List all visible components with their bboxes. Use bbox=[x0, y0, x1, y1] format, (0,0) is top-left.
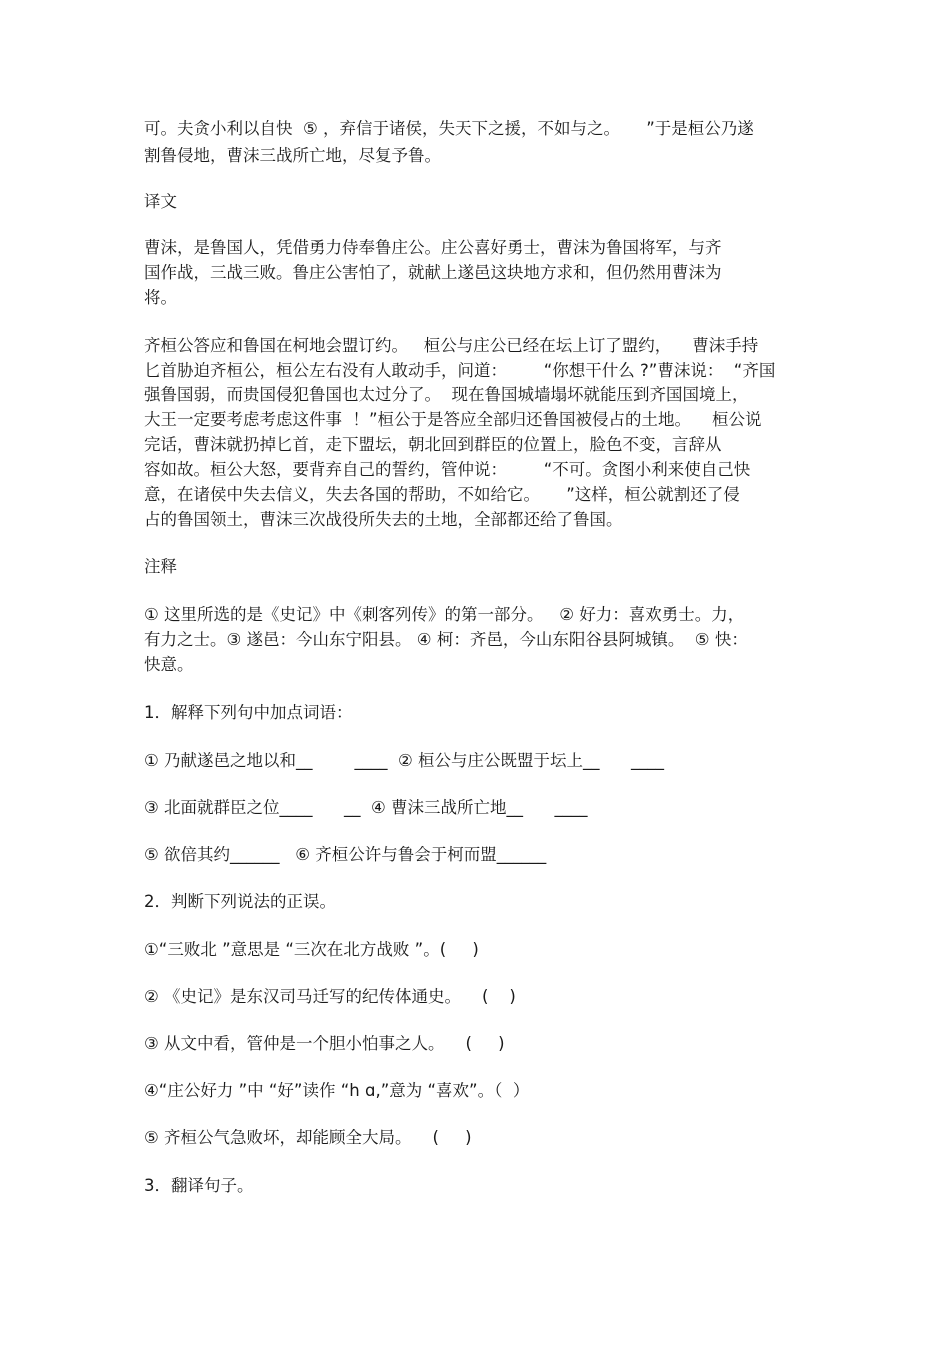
question-item: ③ 从文中看，管仲是一个胆小怕事之人。 ( ) bbox=[144, 1034, 505, 1053]
text-line: ① 这里所选的是《史记》中《刺客列传》的第一部分。 ② 好力：喜欢勇士。力， bbox=[144, 605, 745, 624]
text-line: 将。 bbox=[144, 288, 177, 307]
question-item: ⑤ 欲倍其约______ ⑥ 齐桓公许与鲁会于柯而盟______ bbox=[144, 845, 547, 864]
question-heading: 3．翻译句子。 bbox=[144, 1176, 254, 1195]
text-line: 占的鲁国领土，曹沫三次战役所失去的土地，全部都还给了鲁国。 bbox=[144, 510, 623, 529]
section-heading-notes: 注释 bbox=[144, 557, 177, 576]
text-line: 容如故。桓公大怒，要背弃自己的誓约，管仲说： “不可。贪图小利来使自己快 bbox=[144, 460, 751, 479]
text-line: 曹沫，是鲁国人，凭借勇力侍奉鲁庄公。庄公喜好勇士，曹沫为鲁国将军，与齐 bbox=[144, 238, 722, 257]
text-line: 有力之士。③ 遂邑：今山东宁阳县。 ④ 柯：齐邑，今山东阳谷县阿城镇。 ⑤ 快： bbox=[144, 630, 748, 649]
question-item: ④“庄公好力 ”中 “好”读作 “h ɑ,”意为 “喜欢”。（ ） bbox=[144, 1081, 530, 1100]
text-line: 大王一定要考虑考虑这件事 ！”桓公于是答应全部归还鲁国被侵占的土地。 桓公说 bbox=[144, 410, 762, 429]
text-line: 齐桓公答应和鲁国在柯地会盟订约。 桓公与庄公已经在坛上订了盟约， 曹沫手持 bbox=[144, 336, 759, 355]
text-line: 匕首胁迫齐桓公，桓公左右没有人敢动手，问道： “你想干什么 ?”曹沫说： “齐国 bbox=[144, 361, 776, 380]
question-item: ① 乃献遂邑之地以和__ ____ ② 桓公与庄公既盟于坛上__ ____ bbox=[144, 751, 664, 770]
text-line: 国作战，三战三败。鲁庄公害怕了，就献上遂邑这块地方求和，但仍然用曹沫为 bbox=[144, 263, 722, 282]
question-item: ⑤ 齐桓公气急败坏，却能顾全大局。 ( ) bbox=[144, 1128, 472, 1147]
question-item: ①“三败北 ”意思是 “三次在北方战败 ”。( ) bbox=[144, 940, 479, 959]
text-line: 完话，曹沫就扔掉匕首，走下盟坛，朝北回到群臣的位置上，脸色不变，言辞从 bbox=[144, 435, 722, 454]
question-heading: 1．解释下列句中加点词语： bbox=[144, 703, 353, 722]
question-item: ② 《史记》是东汉司马迁写的纪传体通史。 ( ) bbox=[144, 987, 516, 1006]
text-line: 快意。 bbox=[144, 655, 194, 674]
text-line: 意，在诸侯中失去信义，失去各国的帮助，不如给它。 ”这样，桓公就割还了侵 bbox=[144, 485, 740, 504]
text-line: 可。夫贪小利以自快 ⑤ ，弃信于诸侯，失天下之援，不如与之。 ”于是桓公乃遂 bbox=[144, 119, 754, 138]
text-line: 强鲁国弱，而贵国侵犯鲁国也太过分了。 现在鲁国城墙塌坏就能压到齐国国境上， bbox=[144, 385, 749, 404]
section-heading-translation: 译文 bbox=[144, 192, 177, 211]
text-line: 割鲁侵地，曹沫三战所亡地，尽复予鲁。 bbox=[144, 146, 441, 165]
question-heading: 2．判断下列说法的正误。 bbox=[144, 892, 336, 911]
question-item: ③ 北面就群臣之位____ __ ④ 曹沫三战所亡地__ ____ bbox=[144, 798, 588, 817]
